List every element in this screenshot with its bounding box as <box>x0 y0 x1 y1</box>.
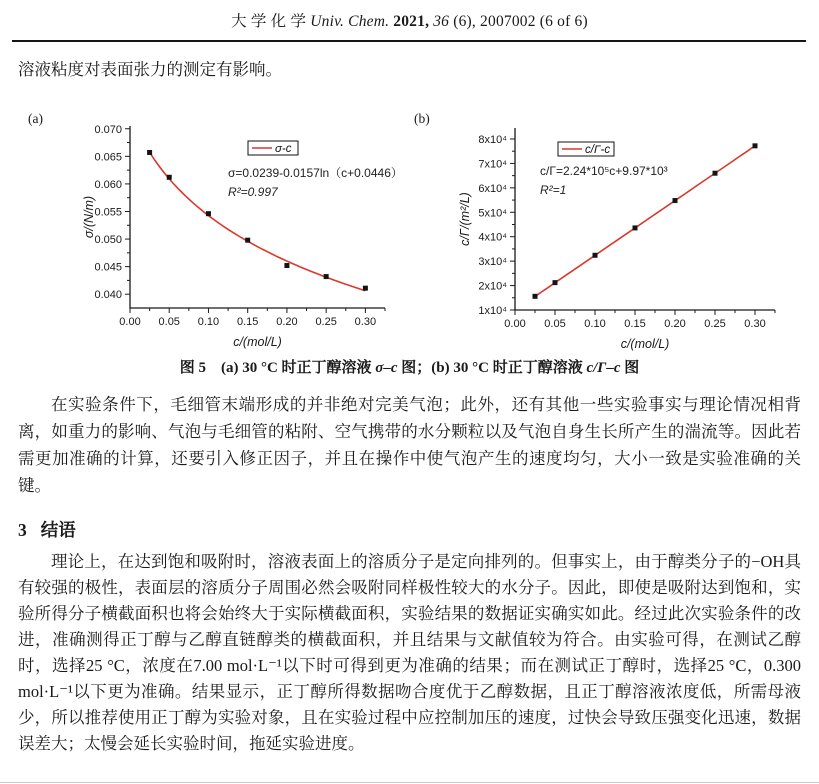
x-axis-title: c/(mol/L) <box>620 337 670 351</box>
data-point <box>553 280 558 285</box>
data-point <box>284 263 289 268</box>
journal-year: 2021, <box>393 13 434 30</box>
discussion-paragraph: 在实验条件下，毛细管末端形成的并非绝对完美气泡；此外，还有其他一些实验事实与理论情况相背离，如重力的影响、气泡与毛细管的粘附、空气携带的水分颗粒以及气泡自身生长所产生的湍流等。因此若需更加准确的计算，还要引入修正因子，并且在操作中使气泡产生的速度均匀，大小一致是实验准确的关键。 <box>18 395 801 495</box>
data-point <box>324 274 329 279</box>
journal-header <box>0 9 819 31</box>
data-point <box>713 171 718 176</box>
section-heading <box>18 517 76 542</box>
journal-title-cn: 大 学 化 学 <box>231 13 311 30</box>
journal-title-en: Univ. Chem. <box>310 13 394 30</box>
x-tick-label: 0.00 <box>119 316 141 328</box>
y-tick-label: 0.060 <box>94 178 122 191</box>
y-tick-label: 0.050 <box>94 234 122 247</box>
section-title: 结语 <box>40 520 76 540</box>
journal-issue-info: (6), 2007002 (6 of 6) <box>453 13 588 30</box>
page-bottom-divider <box>0 782 819 783</box>
section-number: 3 <box>18 520 27 540</box>
journal-volume: 36 <box>433 13 454 30</box>
x-tick-label: 0.10 <box>197 316 220 328</box>
y-axis-title: c/Γ/(m²/L) <box>458 192 472 246</box>
panel-b-label: (b) <box>414 111 430 126</box>
caption-c-gamma-c: c/Γ–c <box>586 360 621 376</box>
x-tick-label: 0.25 <box>704 318 726 330</box>
y-tick-label: 0.055 <box>94 206 122 219</box>
data-point <box>167 175 172 180</box>
x-tick-label: 0.30 <box>744 318 766 330</box>
figure-caption <box>0 356 819 377</box>
header-divider <box>12 40 806 42</box>
y-tick-label: 4x10⁴ <box>478 231 507 244</box>
caption-segment: 图；(b) 30 °C 时正丁醇溶液 <box>397 360 587 376</box>
x-tick-label: 0.20 <box>276 316 298 328</box>
y-tick-label: 0.040 <box>94 289 122 302</box>
r-squared-text: R²=0.997 <box>228 185 278 199</box>
legend-label: c/Γ-c <box>585 144 611 156</box>
x-tick-label: 0.30 <box>354 316 377 328</box>
data-point <box>633 225 638 230</box>
data-point <box>245 238 250 243</box>
x-tick-label: 0.15 <box>624 318 646 330</box>
conclusion-paragraph: 理论上，在达到饱和吸附时，溶液表面上的溶质分子是定向排列的。但事实上，由于醇类分子的−OH具有较强的极性，表面层的溶质分子周围必然会吸附同样极性较大的水分子。因此，即使是吸附达到饱和，实验所得分子横截面积也将会始终大于实际横截面积，实验结果的数据证实确实如此。经过此次实验条件的改进，准确测得正丁醇与乙醇直链醇类的横截面积，并且结果与文献值较为符合。由实验可得，在测试乙醇时，选择25 °C，浓度在7.00 mol·L⁻¹以下时可得到更为准确的结果；而在测试正丁醇时，选择25 °C，0.300 mol·L⁻¹以下更为准确。结果显示，正丁醇所得数据吻合度优于乙醇数据，且正丁醇溶液浓度低，所需母液少，所以推荐使用正丁醇为实验对象，且在实验过程中应控制加压的速度，过快会导致压强变化迅速，数据误差大；太慢会延长实验时间，拖延实验进度。 <box>18 552 801 753</box>
y-axis-title: σ/(N/m) <box>82 195 96 239</box>
x-axis-title: c/(mol/L) <box>233 335 282 349</box>
y-tick-label: 5x10⁴ <box>478 207 507 220</box>
data-point <box>363 286 368 291</box>
data-point <box>147 150 152 155</box>
figure-5 <box>0 100 819 355</box>
y-tick-label: 3x10⁴ <box>478 256 507 269</box>
caption-segment: 图 <box>620 360 640 376</box>
x-tick-label: 0.05 <box>544 318 566 330</box>
x-tick-label: 0.15 <box>236 316 259 328</box>
panel-a-label: (a) <box>28 111 43 126</box>
y-tick-label: 6x10⁴ <box>478 182 507 195</box>
data-point <box>533 294 538 299</box>
legend-label: σ-c <box>275 143 292 155</box>
caption-sigma-c: σ–c <box>375 360 398 376</box>
data-point <box>753 143 758 148</box>
caption-segment: 图 5 (a) 30 °C 时正丁醇溶液 <box>179 360 376 376</box>
chart-c-gamma-c <box>410 105 810 355</box>
y-tick-label: 0.065 <box>94 151 122 164</box>
y-tick-label: 1x10⁴ <box>478 305 507 317</box>
y-tick-label: 7x10⁴ <box>478 158 507 171</box>
x-tick-label: 0.00 <box>504 318 526 330</box>
y-tick-label: 2x10⁴ <box>478 280 507 293</box>
x-tick-label: 0.05 <box>158 316 180 328</box>
equation-text: σ=0.0239-0.0157ln（c+0.0446） <box>228 166 403 180</box>
data-point <box>206 211 211 216</box>
y-tick-label: 0.070 <box>94 123 122 136</box>
x-tick-label: 0.20 <box>664 318 686 330</box>
x-tick-label: 0.25 <box>315 316 337 328</box>
chart-sigma-c <box>10 105 410 355</box>
y-tick-label: 8x10⁴ <box>478 133 507 146</box>
intro-paragraph: 溶液粘度对表面张力的测定有影响。 <box>18 60 282 79</box>
data-point <box>673 198 678 203</box>
y-tick-label: 0.045 <box>94 261 122 274</box>
data-point <box>593 253 598 258</box>
x-tick-label: 0.10 <box>584 318 606 330</box>
r-squared-text: R²=1 <box>540 183 567 197</box>
equation-text: c/Γ=2.24*10⁵c+9.97*10³ <box>540 164 668 178</box>
